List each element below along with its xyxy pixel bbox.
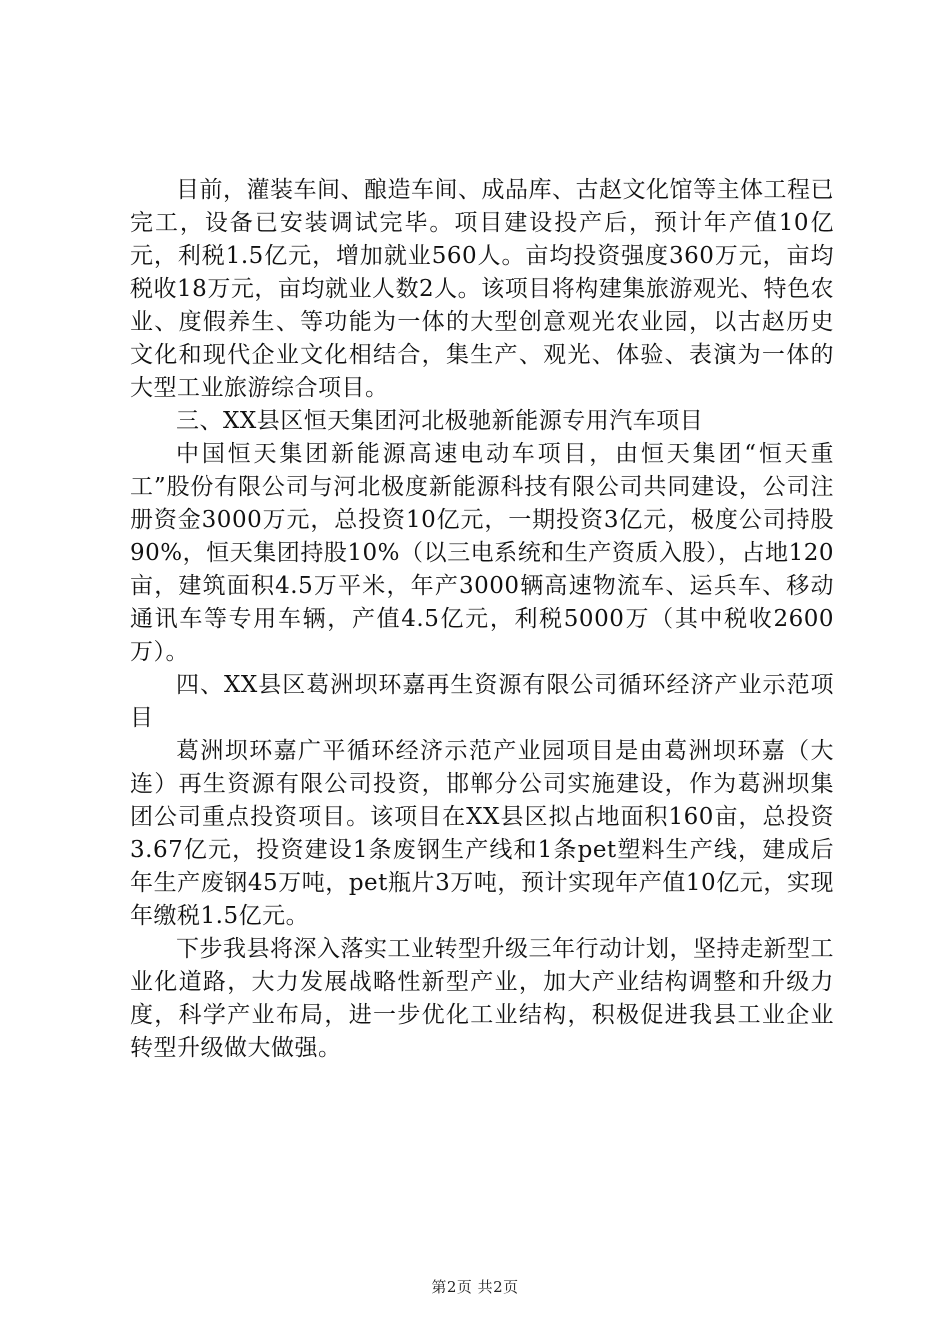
paragraph-hengtian-project: 中国恒天集团新能源高速电动车项目，由恒天集团“恒天重工”股份有限公司与河北极度新能源科技有限公司共同建设，公司注册资金3000万元，总投资10亿元，一期投资3亿元，极度公司持股90%，恒天集团持股10%（以三电系统和生产资质入股），占地120亩，建筑面积4.5万平米，年产3000辆高速物流车、运兵车、移动通讯车等专用车辆，产值4.5亿元，利税5000万（其中税收2600万）。 — [130, 441, 834, 665]
heading-section-four: 四、XX县区葛洲坝环嘉再生资源有限公司循环经济产业示范项目 — [130, 672, 834, 731]
heading-section-three: 三、XX县区恒天集团河北极驰新能源专用汽车项目 — [176, 408, 704, 434]
paragraph-gezhouba-project: 葛洲坝环嘉广平循环经济示范产业园项目是由葛洲坝环嘉（大连）再生资源有限公司投资，邯郸分公司实施建设，作为葛洲坝集团公司重点投资项目。该项目在XX县区拟占地面积160亩，总投资3.67亿元，投资建设1条废钢生产线和1条pet塑料生产线，建成后年生产废钢45万吨，pet瓶片3万吨，预计实现年产值10亿元，实现年缴税1.5亿元。 — [130, 738, 834, 929]
document-body — [130, 174, 834, 1065]
paragraph-project-progress: 目前，灌装车间、酿造车间、成品库、古赵文化馆等主体工程已完工，设备已安装调试完毕。项目建设投产后，预计年产值10亿元，利税1.5亿元，增加就业560人。亩均投资强度360万元，亩均税收18万元，亩均就业人数2人。该项目将构建集旅游观光、特色农业、度假养生、等功能为一体的大型创意观光农业园，以古赵历史文化和现代企业文化相结合，集生产、观光、体验、表演为一体的大型工业旅游综合项目。 — [130, 177, 834, 401]
paragraph-next-steps: 下步我县将深入落实工业转型升级三年行动计划，坚持走新型工业化道路，大力发展战略性新型产业，加大产业结构调整和升级力度，科学产业布局，进一步优化工业结构，积极促进我县工业企业转型升级做大做强。 — [130, 936, 834, 1061]
page-number-footer: 第2页 共2页 — [431, 1278, 519, 1296]
